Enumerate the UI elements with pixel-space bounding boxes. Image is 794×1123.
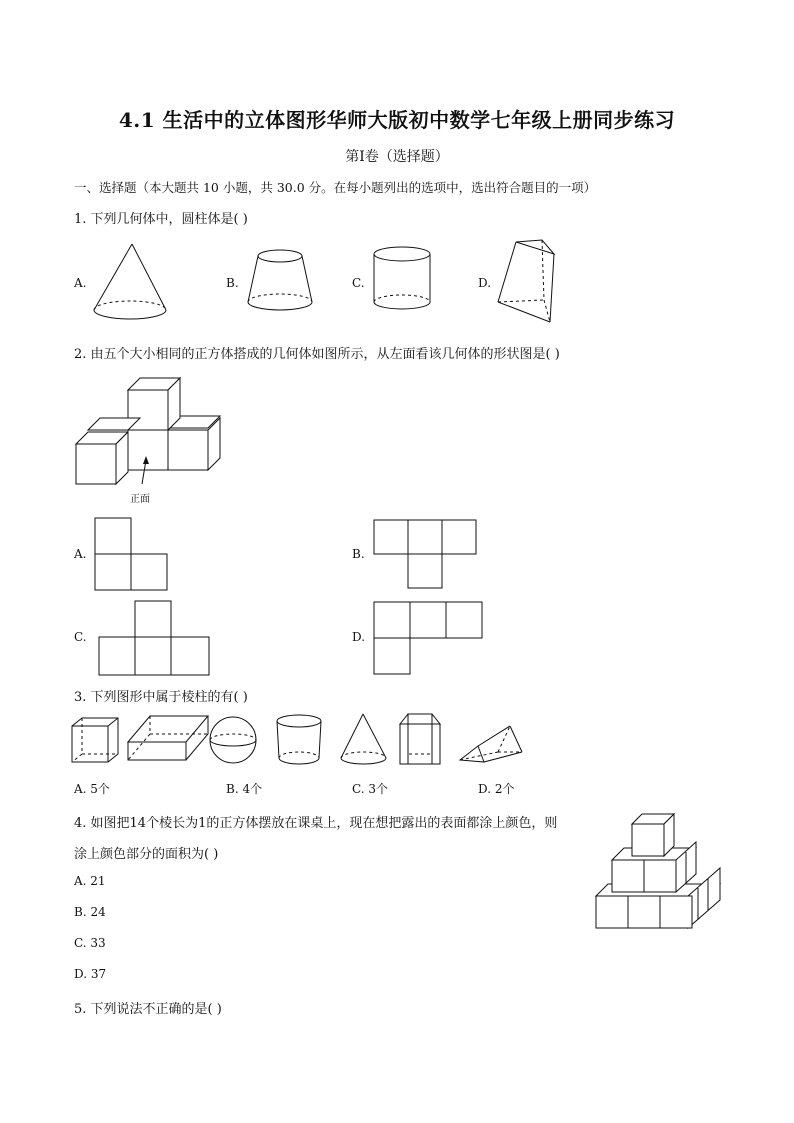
q3-triangular-prism-shape (460, 726, 522, 762)
question-4-stem-line1: 4. 如图把14个棱长为1的正方体摆放在课桌上，现在想把露出的表面都涂上颜色，则 (74, 816, 558, 831)
q4-option-c: C. 33 (74, 936, 106, 950)
q1-cone-figure (88, 240, 168, 325)
q3-cone-shape (341, 714, 386, 764)
q4-option-a: A. 21 (74, 874, 106, 888)
q2-cube-stack-figure (74, 376, 224, 486)
q1-triangular-prism-figure (496, 238, 568, 326)
q2-option-b-figure (373, 519, 477, 589)
q3-shapes-row (70, 712, 530, 772)
q3-cuboid-shape (128, 716, 208, 760)
q1-option-a-label: A. (74, 276, 87, 290)
question-3-stem: 3. 下列图形中属于棱柱的有( ) (74, 690, 248, 705)
q3-sphere-shape (210, 717, 256, 763)
q2-front-label: 正面 (130, 494, 150, 505)
q3-prism-shape (400, 714, 440, 764)
q2-option-c-label: C. (74, 630, 87, 644)
q2-option-a-label: A. (74, 547, 87, 561)
q3-cube-shape (72, 718, 118, 762)
q3-option-a: A. 5个 (74, 782, 110, 796)
section-header: 一、选择题（本大题共 10 小题，共 30.0 分。在每小题列出的选项中，选出符合题目的一项） (74, 180, 597, 195)
q2-option-c-figure (98, 600, 210, 676)
q3-cylinder-shape (277, 715, 321, 764)
q2-option-d-label: D. (352, 630, 366, 644)
q1-option-d-label: D. (478, 276, 492, 290)
q1-cylinder-figure (372, 244, 434, 316)
q1-option-b-label: B. (226, 276, 239, 290)
q3-option-d: D. 2个 (478, 782, 515, 796)
q1-frustum-figure (244, 246, 316, 316)
question-1-stem: 1. 下列几何体中，圆柱体是( ) (74, 212, 248, 227)
question-2-stem: 2. 由五个大小相同的正方体搭成的几何体如图所示，从左面看该几何体的形状图是( ) (74, 347, 560, 362)
q1-option-c-label: C. (352, 276, 365, 290)
page-subtitle: 第I卷（选择题） (345, 149, 449, 165)
q2-option-b-label: B. (352, 547, 365, 561)
q4-option-b: B. 24 (74, 905, 106, 919)
q2-option-a-figure (94, 517, 168, 591)
question-5-stem: 5. 下列说法不正确的是( ) (74, 1002, 222, 1017)
q3-option-c: C. 3个 (352, 782, 389, 796)
question-4-stem-line2: 涂上颜色部分的面积为( ) (74, 847, 219, 862)
q3-option-b: B. 4个 (226, 782, 263, 796)
q4-pyramid-cubes-figure (594, 812, 722, 930)
q4-option-d: D. 37 (74, 967, 107, 981)
q2-option-d-figure (373, 601, 483, 675)
page-title: 4.1 生活中的立体图形华师大版初中数学七年级上册同步练习 (118, 108, 676, 132)
